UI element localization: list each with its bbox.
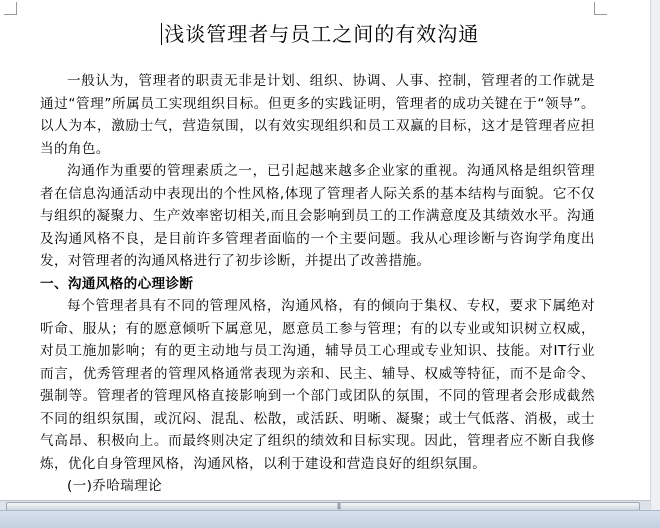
body-paragraph: 每个管理者具有不同的管理风格，沟通风格，有的倾向于集权、专权，要求下属绝对听命、服从；有的愿意倾听下属意见，愿意员工参与管理；有的以专业或知识树立权威，对员工施加影响；有的更主动地与员工沟通，辅导员工心理或专业知识、技能。对IT行业而言，优秀管理者的管理风格通常表现为亲和、民主、辅导、权威等特征，而不是命令、强制等。管理者的管理风格直接影响到一个部门或团队的氛围，不同的管理者会形成截然不同的组织氛围，或沉闷、混乱、松散，或活跃、明晰、凝聚；或士气低落、消极，或士气高昂、积极向上。而最终则决定了组织的绩效和目标实现。因此，管理者应不断自我修炼，优化自身管理风格，沟通风格，以利于建设和营造良好的组织氛围。 xyxy=(40,298,595,472)
document-title[interactable] xyxy=(0,18,640,47)
body-paragraph: 一般认为，管理者的职责无非是计划、组织、协调、人事、控制，管理者的工作就是通过“管理”所属员工实现组织目标。但更多的实践证明，管理者的成功关键在于“领导”。以人为本，激励士气，营造氛围，以有效实现组织和员工双赢的目标，这才是管理者应担当的角色。 xyxy=(40,73,595,157)
page-corner-mark xyxy=(594,2,607,15)
text-cursor xyxy=(161,23,163,45)
document-title-text: 浅谈管理者与员工之间的有效沟通 xyxy=(164,22,480,46)
body-paragraph: 沟通作为重要的管理素质之一，已引起越来越多企业家的重视。沟通风格是组织管理者在信息沟通活动中表现出的个性风格,体现了管理者人际关系的基本结构与面貌。它不仅与组织的凝聚力、生产效率密切相关,而且会影响到员工的工作满意度及其绩效水平。沟通及沟通风格不良，是目前许多管理者面临的一个主要问题。我从心理诊断与咨询学角度出发，对管理者的沟通风格进行了初步诊断，并提出了改善措施。 xyxy=(40,163,595,269)
scroll-grip-icon: ||| xyxy=(337,503,341,510)
page-corner-mark xyxy=(4,2,17,15)
document-body[interactable] xyxy=(40,70,595,500)
vertical-scrollbar[interactable] xyxy=(650,0,660,510)
subsection-heading: (一)乔哈瑞理论 xyxy=(67,478,162,494)
section-heading: 一、沟通风格的心理诊断 xyxy=(40,275,194,292)
status-bar xyxy=(0,510,660,528)
